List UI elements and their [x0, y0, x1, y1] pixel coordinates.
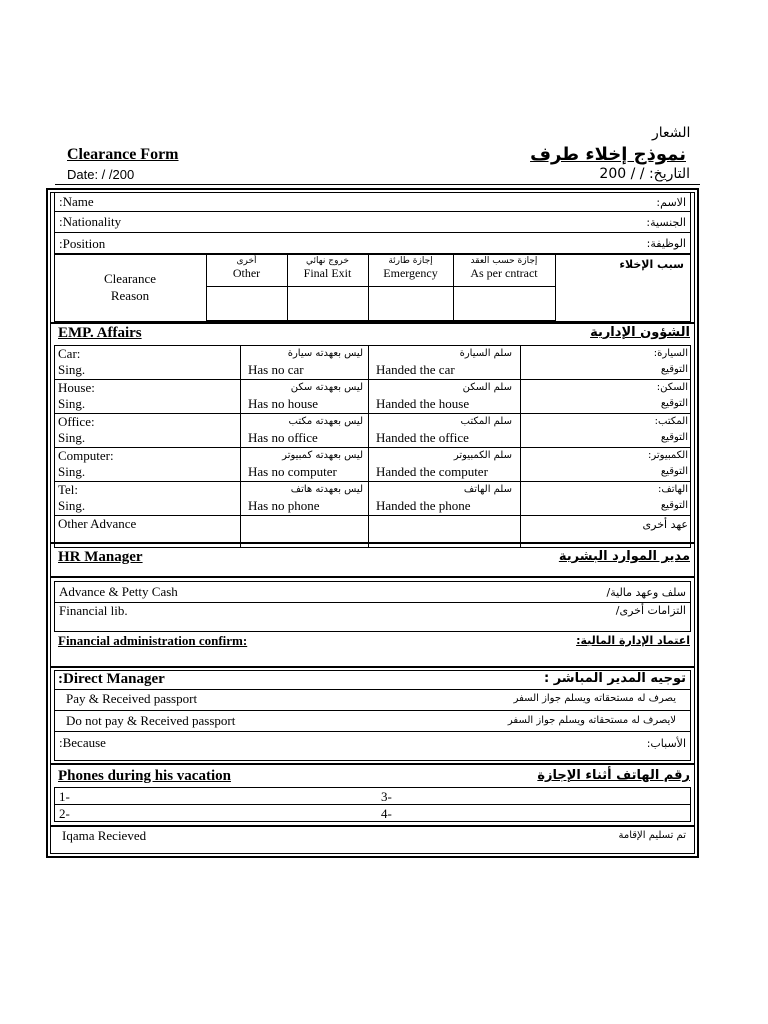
car-no-ar: ليس بعهدته سيارة: [287, 348, 363, 359]
emp-affairs-title-ar: الشؤون الإدارية: [590, 325, 690, 340]
clearance-reason-label-ar: سبب الإخلاء: [619, 258, 684, 271]
tel-yes-ar: سلم الهاتف: [463, 484, 512, 495]
tel-no[interactable]: Has no phone: [248, 498, 320, 513]
house-no[interactable]: Has no house: [248, 396, 319, 411]
position-label: :Position: [59, 236, 106, 251]
phone-4: 4-: [381, 806, 392, 821]
date-divider: [55, 184, 700, 185]
name-label-ar: الاسم:: [656, 196, 686, 209]
computer-sing: Sing.: [58, 464, 86, 479]
phone-row-1[interactable]: [54, 787, 691, 805]
computer-sing-ar: التوقيع: [660, 466, 688, 477]
phone-2: 2-: [59, 806, 70, 821]
house-yes[interactable]: Handed the house: [376, 396, 470, 411]
reason-option-contract[interactable]: [453, 256, 555, 281]
reason-option-ar: خروج نهائي: [306, 256, 349, 266]
computer-label-ar: الكمبيوتر:: [648, 450, 688, 461]
tel-no-ar: ليس بعهدته هاتف: [290, 484, 363, 495]
logo-placeholder: الشعار: [652, 125, 691, 141]
iqama-label: Iqama Recieved: [62, 828, 147, 843]
date-arabic: التاريخ: / / 200: [599, 166, 690, 182]
office-sing-ar: التوقيع: [660, 432, 688, 443]
nopay-option-label-ar: لايصرف له مستحقاته ويسلم جواز السفر: [507, 715, 676, 726]
reason-option-ar: إجازة حسب العقد: [470, 256, 538, 266]
computer-no-ar: ليس بعهدته كمبيوتر: [282, 450, 363, 461]
office-no[interactable]: Has no office: [248, 430, 318, 445]
other-advance-label: Other Advance: [58, 516, 137, 531]
because-row[interactable]: [54, 731, 691, 761]
reason-option-en: As per cntract: [470, 266, 538, 280]
phones-title-ar: رقم الهاتف أثناء الإجازة: [537, 768, 690, 783]
clearance-reason-label-2: Reason: [110, 288, 150, 303]
pay-option-label-ar: يصرف له مستحقاته ويسلم جواز السفر: [513, 693, 676, 704]
nopay-option-label: Do not pay & Received passport: [66, 713, 236, 728]
phone-1: 1-: [59, 789, 70, 804]
emp-affairs-title: EMP. Affairs: [58, 325, 142, 341]
name-label: :Name: [59, 194, 94, 209]
tel-sing-ar: التوقيع: [660, 500, 688, 511]
position-label-ar: الوظيفة:: [646, 237, 686, 250]
nopay-option-row[interactable]: [54, 710, 691, 732]
pay-option-label: Pay & Received passport: [66, 691, 198, 706]
car-yes-ar: سلم السيارة: [459, 348, 512, 359]
financial-lib-label: Financial lib.: [59, 603, 128, 618]
section-divider: [50, 322, 695, 324]
advance-label-ar: سلف وعهد مالية/: [606, 586, 686, 599]
cr-header-divider: [206, 286, 555, 287]
tel-label-ar: الهاتف:: [658, 484, 688, 495]
direct-manager-title: :Direct Manager: [58, 671, 165, 687]
emp-row-divider: [54, 515, 691, 516]
other-advance-label-ar: عهد أخرى: [642, 518, 688, 531]
house-sing-ar: التوقيع: [660, 398, 688, 409]
reason-option-en: Other: [232, 266, 261, 280]
direct-manager-title-ar: توجيه المدير المباشر :: [543, 671, 686, 686]
phone-3: 3-: [381, 789, 392, 804]
tel-label: Tel:: [58, 482, 79, 497]
reason-option-en: Final Exit: [303, 266, 352, 280]
clearance-reason-label: [54, 270, 206, 304]
iqama-label-ar: تم تسليم الإقامة: [618, 830, 686, 841]
car-label-ar: السيارة:: [653, 348, 688, 359]
section-divider: [50, 666, 695, 668]
section-divider: [50, 763, 695, 765]
date-english: Date: / /200: [67, 167, 135, 182]
house-no-ar: ليس بعهدته سكن: [290, 382, 363, 393]
hr-manager-title-ar: مدير الموارد البشرية: [558, 549, 690, 564]
because-label-ar: الأسباب:: [646, 737, 686, 750]
section-divider: [50, 542, 695, 544]
section-divider: [50, 825, 695, 827]
name-row[interactable]: [54, 192, 691, 212]
reason-option-ar: أخرى: [236, 256, 257, 266]
office-label: Office:: [58, 414, 95, 429]
house-sing: Sing.: [58, 396, 86, 411]
cr-divider: [555, 254, 556, 322]
advance-row[interactable]: [54, 581, 691, 603]
car-sing: Sing.: [58, 362, 86, 377]
reason-option-emergency[interactable]: [368, 256, 453, 281]
tel-yes[interactable]: Handed the phone: [376, 498, 471, 513]
house-label: House:: [58, 380, 95, 395]
clearance-reason-label-1: Clearance: [104, 271, 156, 286]
car-yes[interactable]: Handed the car: [376, 362, 455, 377]
position-row[interactable]: [54, 232, 691, 254]
financial-confirm-label-ar: اعتماد الإدارة المالية:: [576, 634, 690, 647]
financial-lib-label-ar: التزامات أخرى/: [615, 604, 686, 617]
car-no[interactable]: Has no car: [248, 362, 304, 377]
hr-manager-title: HR Manager: [58, 549, 143, 565]
pay-option-row[interactable]: [54, 689, 691, 711]
phone-row-2[interactable]: [54, 804, 691, 822]
computer-yes[interactable]: Handed the computer: [376, 464, 488, 479]
house-label-ar: السكن:: [656, 382, 688, 393]
car-sing-ar: التوقيع: [660, 364, 688, 375]
because-label: :Because: [59, 735, 106, 750]
title-arabic: نموذج إخلاء طرف: [530, 144, 686, 165]
computer-yes-ar: سلم الكمبيوتر: [453, 450, 512, 461]
title-english: Clearance Form: [67, 146, 179, 163]
nationality-row[interactable]: [54, 211, 691, 233]
section-divider: [50, 576, 695, 578]
computer-label: Computer:: [58, 448, 114, 463]
reason-option-en: Emergency: [383, 266, 438, 280]
computer-no[interactable]: Has no computer: [248, 464, 337, 479]
emp-row-divider: [54, 379, 691, 380]
advance-label: Advance & Petty Cash: [59, 584, 178, 599]
office-yes-ar: سلم المكتب: [460, 416, 512, 427]
reason-option-other[interactable]: [206, 256, 287, 281]
car-label: Car:: [58, 346, 81, 361]
reason-option-final-exit[interactable]: [287, 256, 368, 281]
office-no-ar: ليس بعهدته مكتب: [288, 416, 363, 427]
office-yes[interactable]: Handed the office: [376, 430, 469, 445]
tel-sing: Sing.: [58, 498, 86, 513]
emp-row-divider: [54, 413, 691, 414]
office-label-ar: المكتب:: [654, 416, 688, 427]
financial-lib-row[interactable]: [54, 602, 691, 632]
office-sing: Sing.: [58, 430, 86, 445]
nationality-label-ar: الجنسية:: [646, 216, 686, 229]
house-yes-ar: سلم السكن: [462, 382, 512, 393]
emp-row-divider: [54, 447, 691, 448]
reason-option-ar: إجازة طارئة: [388, 256, 433, 266]
financial-confirm-label: Financial administration confirm:: [58, 633, 248, 648]
nationality-label: :Nationality: [59, 214, 122, 229]
direct-manager-header: [54, 670, 691, 690]
emp-row-divider: [54, 481, 691, 482]
phones-title: Phones during his vacation: [58, 768, 231, 784]
